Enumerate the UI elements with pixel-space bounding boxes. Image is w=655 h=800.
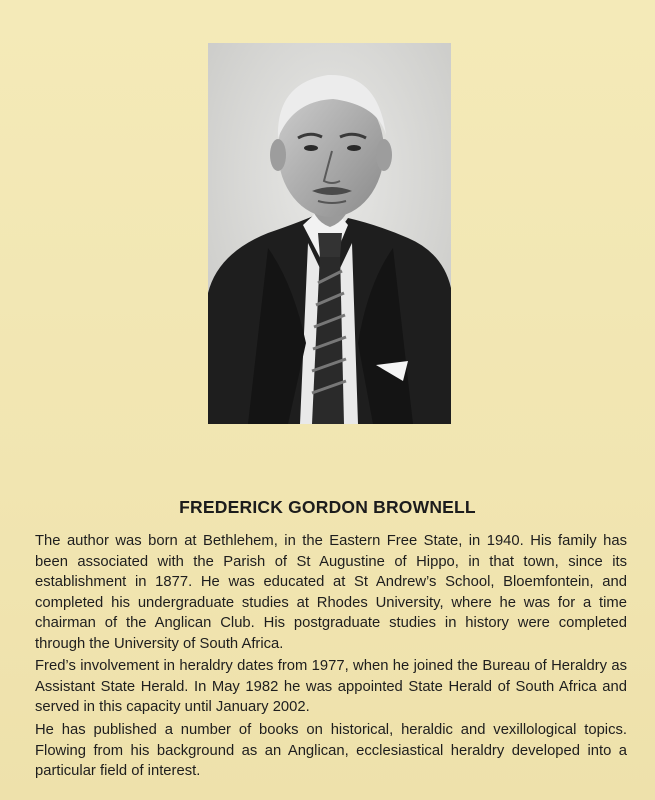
portrait-photo-icon [208, 43, 451, 424]
author-name-heading: FREDERICK GORDON BROWNELL [179, 497, 476, 517]
biography-paragraph-2: Fred’s involvement in heraldry dates from 1977, when he joined the Bureau of Heraldry as Assistant State Herald. In May 1982 he was appointed State Herald of South Africa and served in this capacity until January 2002. [35, 658, 627, 715]
biography-paragraph-3: He has published a number of books on historical, heraldic and vexillological topics. Flowing from his background as an Anglican, ecclesiastical heraldry developed into a particular field of interest. [35, 722, 627, 779]
biography-paragraph-1: The author was born at Bethlehem, in the Eastern Free State, in 1940. His family has been associated with the Parish of St Augustine of Hippo, in that town, since its establishment in 1877. He was educated at St Andrew’s School, Bloemfontein, and completed his undergraduate studies at Rhodes University, where he was for a time chairman of the Anglican Club. His postgraduate studies in history were completed through the University of South Africa. [35, 533, 627, 652]
author-portrait-photo [208, 43, 451, 424]
